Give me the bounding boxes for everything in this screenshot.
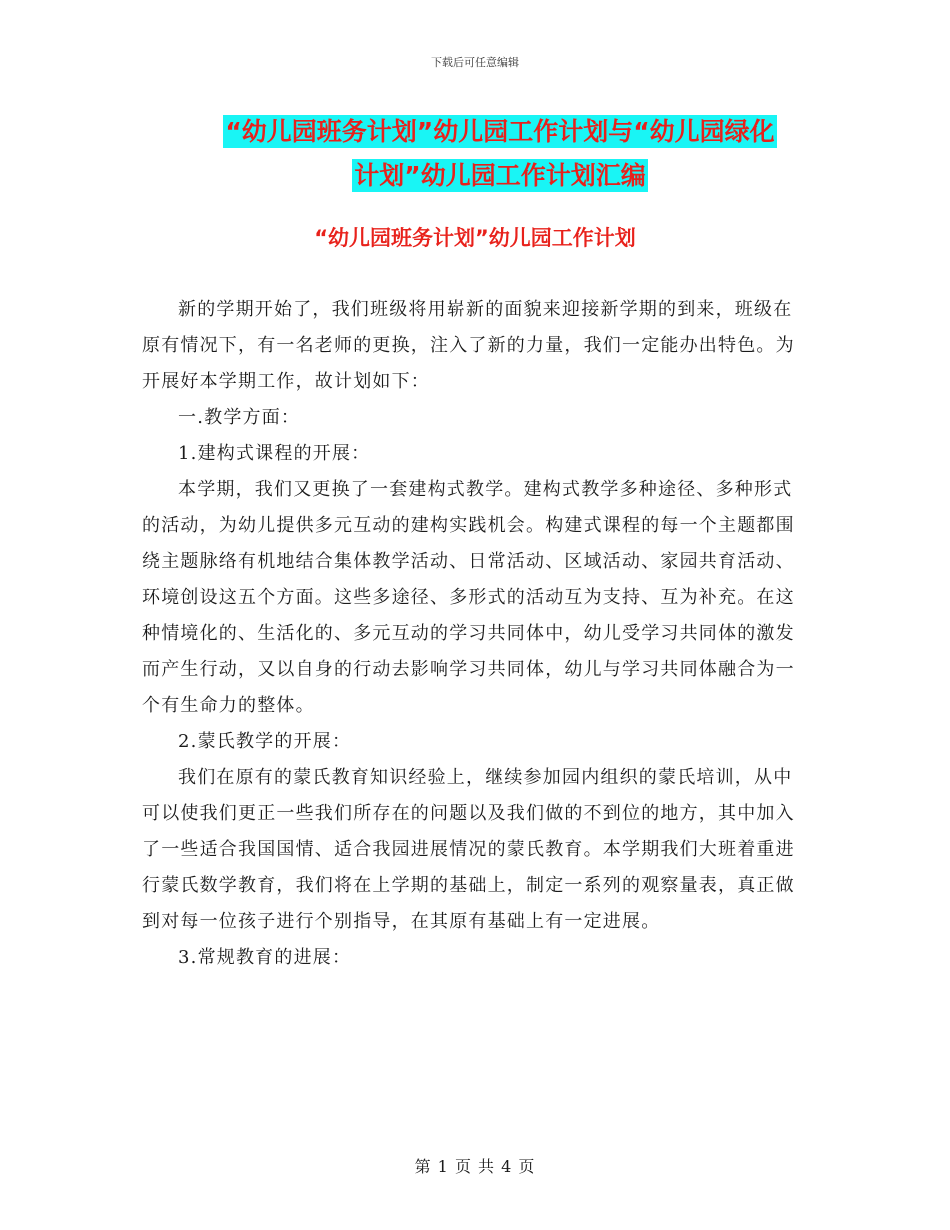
document-title — [190, 110, 810, 198]
paragraph: 3.常规教育的进展： — [178, 947, 352, 968]
paragraph: 2.蒙氏教学的开展： — [178, 731, 352, 752]
paragraph: 新的学期开始了，我们班级将用崭新的面貌来迎接新学期的到来，班级在原有情况下，有一名老师的更换，注入了新的力量，我们一定能办出特色。为开展好本学期工作，故计划如下： — [142, 299, 795, 392]
paragraph: 本学期，我们又更换了一套建构式教学。建构式教学多种途径、多种形式的活动，为幼儿提供多元互动的建构实践机会。构建式课程的每一个主题都围绕主题脉络有机地结合集体教学活动、日常活动、区域活动、家园共育活动、环境创设这五个方面。这些多途径、多形式的活动互为支持、互为补充。在这种情境化的、生活化的、多元互动的学习共同体中，幼儿受学习共同体的激发而产生行动，又以自身的行动去影响学习共同体，幼儿与学习共同体融合为一个有生命力的整体。 — [142, 479, 795, 716]
page-number: 第 1 页 共 4 页 — [414, 1157, 536, 1176]
paragraph: 一.教学方面： — [178, 407, 301, 428]
paragraph: 我们在原有的蒙氏教育知识经验上，继续参加园内组织的蒙氏培训，从中可以使我们更正一些我们所存在的问题以及我们做的不到位的地方，其中加入了一些适合我国国情、适合我园进展情况的蒙氏教育。本学期我们大班着重进行蒙氏数学教育，我们将在上学期的基础上，制定一系列的观察量表，真正做到对每一位孩子进行个别指导，在其原有基础上有一定进展。 — [142, 767, 795, 932]
header-note: 下载后可任意编辑 — [431, 56, 519, 69]
document-title-line-2: 计划”幼儿园工作计划汇编 — [354, 161, 646, 190]
document-title-line-1: “幼儿园班务计划”幼儿园工作计划与“幼儿园绿化 — [225, 117, 775, 146]
section-title: “幼儿园班务计划”幼儿园工作计划 — [314, 226, 636, 250]
paragraph: 1.建构式课程的开展： — [178, 443, 371, 464]
body-text — [142, 292, 808, 976]
